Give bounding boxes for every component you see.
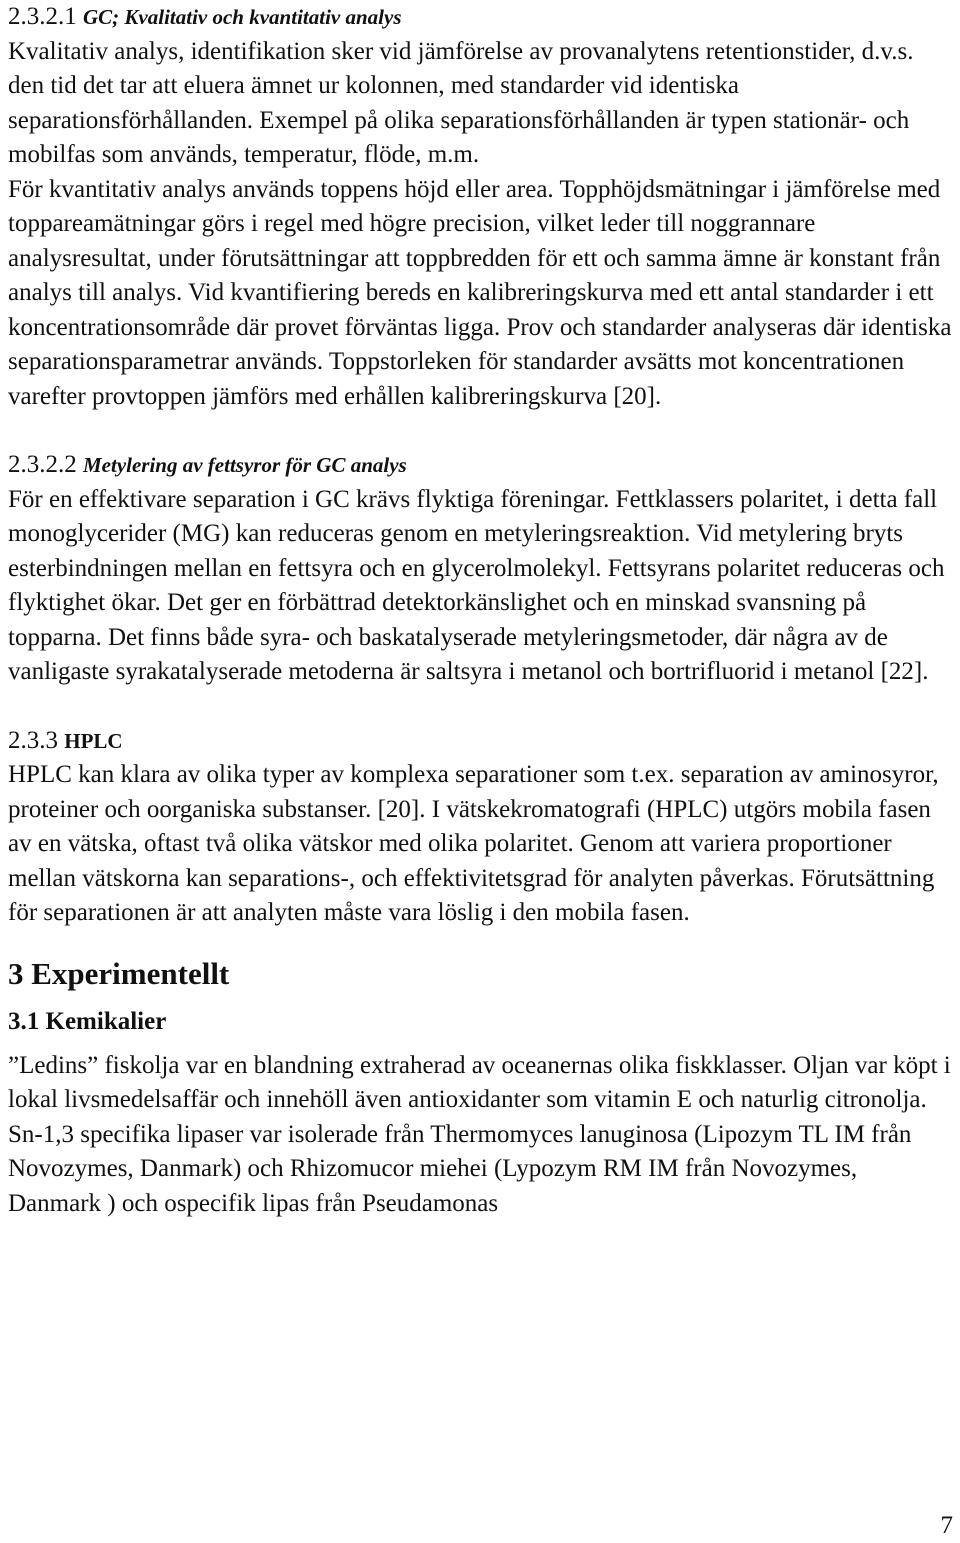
chapter-heading: 3 Experimentellt (8, 955, 230, 991)
section-title: HPLC (64, 728, 123, 753)
paragraph: ”Ledins” fiskolja var en blandning extraherad av oceanernas olika fiskklasser. Oljan var köpt i lokal livsmedelsaffär och innehöll även antioxidanter som vitamin E och naturlig citronolja. (8, 1051, 951, 1113)
section-number: 2.3.3 (8, 726, 65, 754)
paragraph: Kvalitativ analys, identifikation sker vid jämförelse av provanalytens retentionstider, d.v.s. den tid det tar att eluera ämnet ur kolonnen, med standarder vid identiska separationsförhållanden. Exempel på olika separationsförhållanden är typen stationär- och mobilfas som används, temperatur, flöde, m.m. (8, 37, 914, 168)
section-title: Metylering av fettsyror för GC analys (83, 453, 407, 477)
section-heading-2-3-2-1 (8, 0, 953, 35)
section-number: 2.3.2.1 (8, 3, 83, 30)
sub-heading: 3.1 Kemikalier (8, 1007, 167, 1035)
paragraph: Sn-1,3 specifika lipaser var isolerade från Thermomyces lanuginosa (Lipozym TL IM från Novozymes, Danmark) och Rhizomucor miehei (Lypozym RM IM från Novozymes, Danmark ) och ospecifik lipas från Pseudamonas (8, 1120, 912, 1217)
paragraph: HPLC kan klara av olika typer av komplexa separationer som t.ex. separation av aminosyror, proteiner och oorganiska substanser. [20]. I vätskekromatografi (HPLC) utgörs mobila fasen av en vätska, oftast två olika vätskor med olika polaritet. Genom att variera proportioner mellan vätskorna kan separations-, och effektivitetsgrad för analyten påverkas. Förutsättning för separationen är att analyten måste vara löslig i den mobila fasen. (8, 761, 939, 926)
section-heading-2-3-3 (8, 724, 953, 759)
page-number: 7 (940, 1512, 953, 1539)
section-number: 2.3.2.2 (8, 451, 83, 478)
paragraph: För en effektivare separation i GC krävs flyktiga föreningar. Fettklassers polaritet, i detta fall monoglycerider (MG) kan reduceras genom en metyleringsreaktion. Vid metylering bryts esterbindningen mellan en fettsyra och en glycerolmolekyl. Fettsyrans polaritet reduceras och flyktighet ökar. Det ger en förbättrad detektorkänslighet och en minskad svansning på topparna. Det finns både syra- och baskatalyserade metyleringsmetoder, där några av de vanligaste syrakatalyserade metoderna är saltsyra i metanol och bortrifluorid i metanol [22]. (8, 485, 945, 685)
section-title: GC; Kvalitativ och kvantitativ analys (83, 5, 402, 29)
section-heading-2-3-2-2 (8, 448, 953, 483)
document-page (8, 0, 953, 1221)
paragraph: För kvantitativ analys används toppens höjd eller area. Topphöjdsmätningar i jämförelse med toppareamätningar görs i regel med högre precision, vilket leder till noggrannare analysresultat, under förutsättningar att toppbredden för ett och samma ämne är konstant från analys till analys. Vid kvantifiering bereds en kalibreringskurva med ett antal standarder i ett koncentrationsområde där provet förväntas ligga. Prov och standarder analyseras där identiska separationsparametrar används. Toppstorleken för standarder avsätts mot koncentrationen varefter provtoppen jämförs med erhållen kalibreringskurva [20]. (8, 175, 952, 410)
